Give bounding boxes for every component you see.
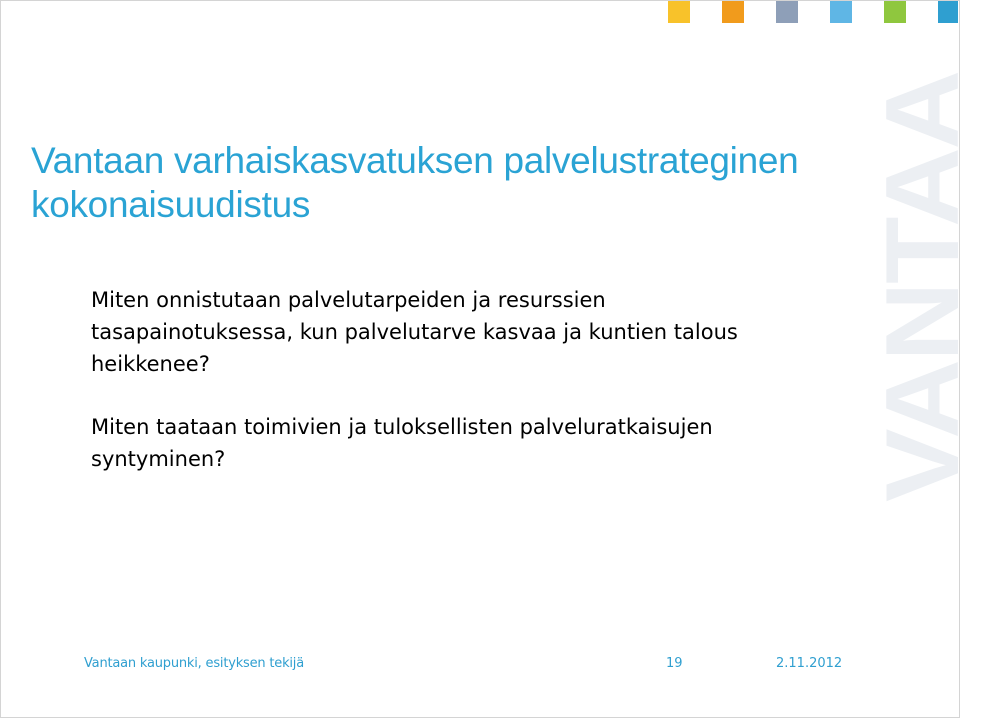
title-line: Vantaan varhaiskasvatuksen palvelustrateginen — [31, 140, 799, 181]
paragraph-line: heikkenee? — [91, 352, 210, 376]
color-bar-green — [884, 1, 906, 23]
color-bar-orange — [722, 1, 744, 23]
question-paragraph — [91, 284, 831, 380]
color-bar-grey — [776, 1, 798, 23]
footer-date: 2.11.2012 — [776, 656, 843, 671]
slide-body — [91, 284, 831, 475]
color-bar-light-blue — [830, 1, 852, 23]
question-paragraph — [91, 411, 831, 475]
paragraph-line: Miten taataan toimivien ja tuloksellisten palveluratkaisujen — [91, 415, 713, 439]
paragraph-line: tasapainotuksessa, kun palvelutarve kasvaa ja kuntien talous — [91, 320, 738, 344]
vantaa-watermark-logo — [808, 60, 988, 520]
brand-color-bars — [668, 1, 960, 23]
page-number: 19 — [666, 656, 683, 671]
paragraph-line: Miten onnistutaan palvelutarpeiden ja resurssien — [91, 288, 606, 312]
color-bar-blue — [938, 1, 958, 23]
slide-footer — [0, 656, 960, 676]
footer-organization: Vantaan kaupunki, esityksen tekijä — [84, 656, 304, 671]
color-bar-yellow — [668, 1, 690, 23]
slide-title — [31, 139, 871, 227]
paragraph-line: syntyminen? — [91, 447, 226, 471]
title-line: kokonaisuudistus — [31, 184, 311, 225]
vantaa-watermark-text: VANTAA — [865, 96, 981, 502]
